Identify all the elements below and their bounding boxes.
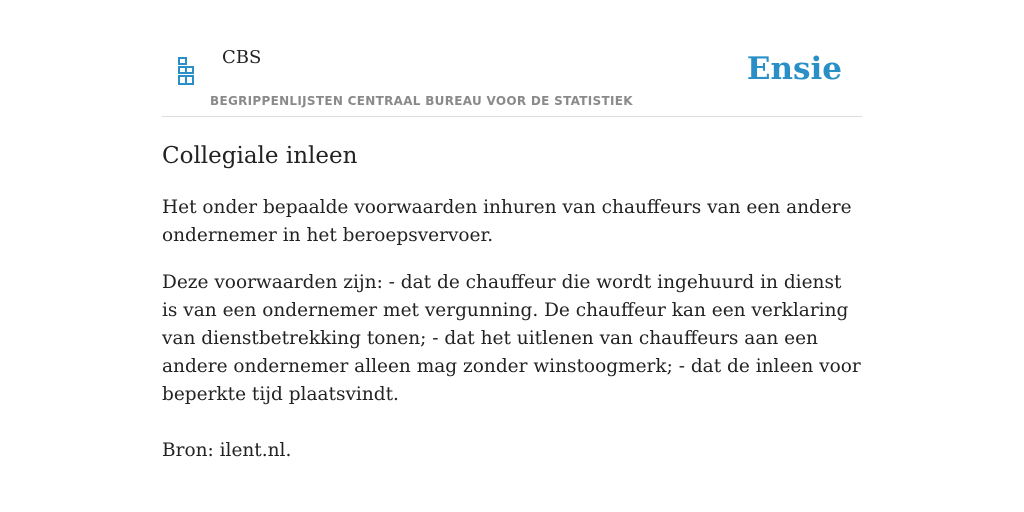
entry-term: Collegiale inleen	[162, 143, 358, 169]
cbs-logo-icon[interactable]	[176, 56, 196, 86]
ensie-logo[interactable]: Ensie	[746, 51, 842, 87]
entry-definition: Het onder bepaalde voorwaarden inhuren van chauffeurs van een andere ondernemer in het beroepsvervoer.	[162, 197, 852, 246]
entry-card	[162, 0, 862, 512]
entry-details: Deze voorwaarden zijn: - dat de chauffeur die wordt ingehuurd in dienst is van een ondernemer met vergunning. De chauffeur kan een verklaring van dienstbetrekking tonen; - dat het uitlenen van chauffeurs aan een andere ondernemer alleen mag zonder winstoogmerk; - dat de inleen voor beperkte tijd plaatsvindt.	[162, 272, 861, 405]
org-name[interactable]: CBS	[222, 47, 262, 68]
header	[162, 0, 862, 117]
entry-source: Bron: ilent.nl.	[162, 440, 292, 461]
source-subtitle[interactable]: BEGRIPPENLIJSTEN CENTRAAL BUREAU VOOR DE STATISTIEK	[210, 94, 633, 108]
